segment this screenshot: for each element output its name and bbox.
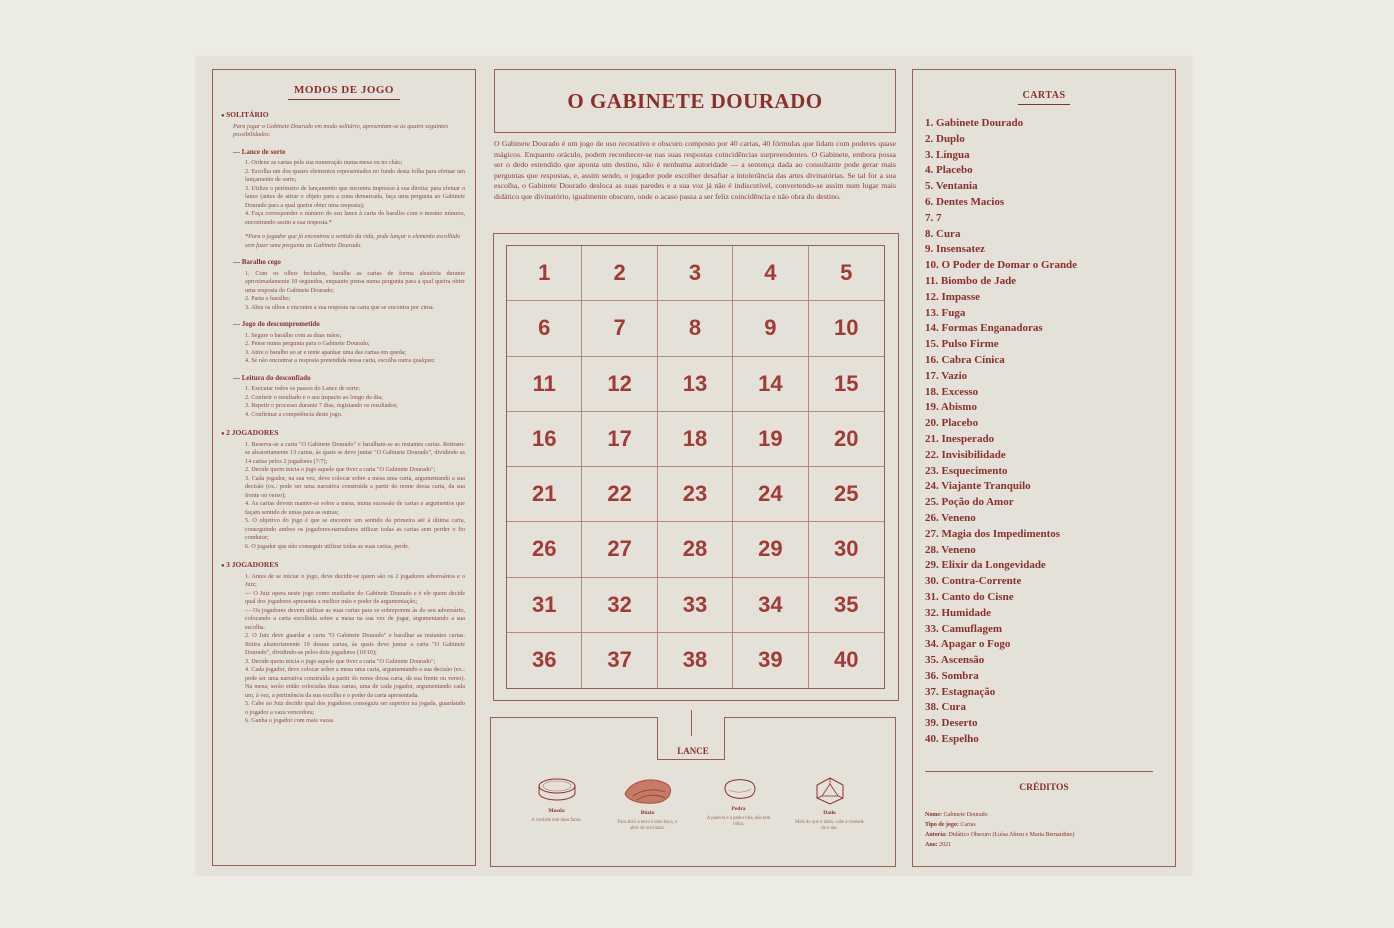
tool-coin <box>522 776 592 832</box>
leitura-step: 1. Executar todos os passos do Lance de sorte; <box>245 385 360 392</box>
lance-step: 1. Ordene as cartas pela sua numeração numa mesa ou no chão; <box>245 159 403 166</box>
card-item: 3. Língua <box>925 148 970 161</box>
grid-cell: 19 <box>733 412 808 467</box>
grid-cell: 6 <box>507 301 582 356</box>
card-item: 9. Insensatez <box>925 243 985 256</box>
card-item: 8. Cura <box>925 227 961 240</box>
grid-cell: 12 <box>582 357 657 412</box>
card-item: 18. Excesso <box>925 385 979 398</box>
card-item: 1. Gabinete Dourado <box>925 117 1024 129</box>
leitura-step: 4. Confirmar a competência deste jogo. <box>245 410 343 418</box>
mode-tres-title: ● 3 JOGADORES <box>221 561 465 571</box>
tres-step: 6. Ganha o jogador com mais vazas. <box>245 717 335 724</box>
card-item: 33. Camuflagem <box>925 622 1002 635</box>
lance-panel <box>490 717 896 867</box>
grid-cell: 5 <box>809 246 884 301</box>
card-item: 19. Abismo <box>925 401 977 414</box>
title-box <box>494 69 896 133</box>
stone-icon <box>719 776 759 802</box>
tool-dice <box>795 776 865 832</box>
lance-step: 2. Escolha um dos quatro elementos representados no fundo desta folha para efetuar um lançamento de sorte; <box>245 167 465 183</box>
card-item: 7. 7 <box>925 211 942 224</box>
tres-step: — O Juiz opera neste jogo como mediador do Gabinete Dourado e é ele quem decide qual dos jogadores apresenta a melhor mão e poder de argumentação; <box>245 589 465 605</box>
mode-solitario-title: ● SOLITÁRIO <box>221 111 465 121</box>
card-item: 34. Apagar o Fogo <box>925 638 1011 651</box>
grid-cell: 23 <box>658 467 733 522</box>
card-item: 22. Invisibilidade <box>925 448 1006 461</box>
intro-text: O Gabinete Dourado é um jogo de uso recreativo e obscuro composto por 40 cartas, 40 fórmulas que lidam com poderes quase mágicos. Enquanto oráculo, podem reconhecer-se nas suas respostas coincidências surpreendentes. O Gabinete, embora possa ser o dedo estendido que aponta um destino, não é nenhuma autoridade — a sentença dada ao consultante pode gerar mais perguntas que respostas, e, assim sendo, o jogador pode escolher desafiar a intolerância das artes divinatórias. Se tal for a sua escolha, o Gabinete Dourado desloca as suas paredes e a sua voz já não é indiscutível, convertendo-se assim num lugar mais didático que divinatório, igualmente obscuro, onde o acaso passa a ser feliz coincidência e não obra do destino. <box>494 139 896 201</box>
card-item: 4. Placebo <box>925 164 973 177</box>
shell-icon <box>621 776 675 806</box>
grid-cell: 26 <box>507 522 582 577</box>
card-item: 15. Pulso Firme <box>925 338 999 351</box>
grid-cell: 2 <box>582 246 657 301</box>
credit-line: Autoria: Didático Obscuro (Luísa Abreu e Maria Bernardino) <box>925 832 1075 838</box>
grid-cell: 25 <box>809 467 884 522</box>
card-item: 14. Formas Enganadoras <box>925 322 1043 335</box>
throw-grid-frame <box>493 233 899 701</box>
grid-cell: 37 <box>582 633 657 688</box>
mode-solitario-intro: Para jogar o Gabinete Dourado em modo solitário, apresentam-se as quatro seguintes possibilidades: <box>233 122 449 138</box>
number-grid <box>506 245 885 689</box>
dois-step: 1. Reserva-se a carta "O Gabinete Dourado" e baralham-se as restantes cartas. Retiram-se aleatoriamente 13 cartas, às quais se deve juntar "O Gabinete Dourado", dividindo as 14 cartas pelos 2 jogadores (7/7); <box>245 440 465 465</box>
grid-cell: 32 <box>582 578 657 633</box>
cards-heading: CARTAS <box>913 90 1175 101</box>
card-item: 29. Elixir da Longevidade <box>925 559 1046 572</box>
grid-cell: 3 <box>658 246 733 301</box>
dois-step: 3. Cada jogador, na sua vez, deve colocar sobre a mesa uma carta, argumentando a sua decisão (ex.: pode ser uma narrativa construída a partir do nome dessa carta, da sua frente ou verso); <box>245 474 465 499</box>
lance-title: LANCE <box>677 746 709 756</box>
card-item: 20. Placebo <box>925 417 979 430</box>
card-item: 10. O Poder de Domar o Grande <box>925 259 1078 272</box>
card-item: 17. Vazio <box>925 369 968 382</box>
grid-cell: 20 <box>809 412 884 467</box>
lance-sorte-title: — Lance de sorte <box>233 147 286 156</box>
tres-step: 5. Cabe ao Juiz decidir qual dos jogadores conseguiu ser superior na jogada, guardando o jogador a vaza vencedora; <box>245 700 465 716</box>
grid-cell: 22 <box>582 467 657 522</box>
leitura-desconfiado-title: — Leitura do desconfiado <box>233 373 311 382</box>
dice-icon <box>814 776 846 806</box>
baralho-step: 1. Com os olhos fechados, baralhe as cartas de forma aleatória durante aproximadamente 10 segundos, enquanto pensa numa pergunta para a qual queira obter uma resposta do Gabinete Dourado; <box>245 269 465 294</box>
dois-step: 4. As cartas devem manter-se sobre a mesa, numa sucessão de cartas e argumentos que façam sentido de umas para as outras; <box>245 500 465 516</box>
grid-cell: 7 <box>582 301 657 356</box>
tool-desc: Mais do que o dado, cabe a vontade de o dar. <box>795 820 864 831</box>
card-item: 31. Canto do Cisne <box>925 590 1014 603</box>
grid-cell: 31 <box>507 578 582 633</box>
grid-cell: 36 <box>507 633 582 688</box>
jogo-step: 2. Pense numa pergunta para o Gabinete Dourado; <box>245 340 370 347</box>
card-item: 40. Espelho <box>925 733 979 746</box>
lance-note: *Para o jogador que já encontrou o sentido da vida, pode lançar o elemento escolhido sem fazer uma pergunta ao Gabinete Dourado. <box>245 233 461 249</box>
leitura-step: 3. Repetir o processo durante 7 dias, registando os resultados; <box>245 402 398 409</box>
card-item: 24. Viajante Tranquilo <box>925 480 1031 493</box>
leitura-step: 2. Conferir o resultado e o seu impacto ao longo do dia; <box>245 393 383 401</box>
grid-cell: 11 <box>507 357 582 412</box>
tres-step: 1. Antes de se iniciar o jogo, deve decidir-se quem são os 2 jogadores adversários e o Juiz; <box>245 572 465 588</box>
jogo-step: 3. Atire o baralho ao ar e tente apanhar uma das cartas em queda; <box>245 348 407 356</box>
lance-arrow-line <box>691 710 692 736</box>
grid-cell: 27 <box>582 522 657 577</box>
tool-desc: A palavra é a pedra rola, não tem rolha. <box>706 816 771 827</box>
card-item: 16. Cabra Cínica <box>925 353 1005 366</box>
credits-divider <box>925 771 1153 772</box>
lance-step: 4. Faça corresponder o número do seu lance à carta do baralho com o mesmo número, encontrando assim a sua resposta.* <box>245 210 465 226</box>
card-item: 12. Impasse <box>925 290 981 303</box>
grid-cell: 8 <box>658 301 733 356</box>
credits-heading: CRÉDITOS <box>1019 783 1069 793</box>
grid-cell: 40 <box>834 647 859 673</box>
lance-step: 3. Utilize o perímetro de lançamento que encontra impresso à sua direita; para efetuar o lance (antes de atirar o objeto para a zona demarcada, faça uma pergunta ao Gabinete Dourado para a qual queira obter uma resposta); <box>245 184 465 209</box>
page-title: O GABINETE DOURADO <box>567 89 823 113</box>
grid-cell: 16 <box>507 412 582 467</box>
card-item: 30. Contra-Corrente <box>925 575 1022 588</box>
grid-cell: 29 <box>733 522 808 577</box>
card-item: 26. Veneno <box>925 511 976 524</box>
mode-dois-title: ● 2 JOGADORES <box>221 429 465 439</box>
card-item: 23. Esquecimento <box>925 464 1008 477</box>
card-item: 2. Duplo <box>925 132 965 145</box>
tool-desc: A verdade tem duas faces. <box>531 818 582 823</box>
grid-cell: 35 <box>809 578 884 633</box>
jogo-step: 4. Se não encontrar a resposta pretendida nessa carta, escolha outra qualquer. <box>245 357 436 364</box>
credits-body <box>925 810 1165 850</box>
dois-step: 2. Decide quem inicia o jogo aquele que tiver a carta "O Gabinete Dourado"; <box>245 466 436 473</box>
jogo-step: 1. Segure o baralho com as duas mãos; <box>245 331 342 339</box>
tool-desc: Para abrir a terra é uma boca, o abrir de um búzio. <box>617 820 678 831</box>
grid-cell: 15 <box>809 357 884 412</box>
game-sheet <box>196 57 1192 875</box>
grid-cell: 14 <box>733 357 808 412</box>
baralho-step: 3. Abra os olhos e encontre a sua resposta na carta que se encontra por cima. <box>245 303 435 311</box>
grid-cell: 30 <box>809 522 884 577</box>
card-item: 5. Ventania <box>925 180 978 193</box>
modes-panel <box>212 69 476 866</box>
grid-cell: 10 <box>809 301 884 356</box>
modes-content <box>221 106 465 726</box>
tres-step: — Os jogadores devem utilizar as suas cartas para se sobreporem às do seu adversário, colocando a carta escolhida sobre a mesa na sua vez de jogar, argumentando a sua escolha. <box>245 606 465 631</box>
dois-step: 6. O jogador que não conseguir utilizar todas as suas cartas, perde. <box>245 542 410 550</box>
tres-step: 3. Decide quem inicia o jogo aquele que tiver a carta "O Gabinete Dourado"; <box>245 657 436 665</box>
jogo-descomprometido-title: — Jogo do descomprometido <box>233 320 320 328</box>
tool-name: Dado <box>823 810 836 816</box>
dois-step: 5. O objetivo do jogo é que se encontre um sentido da primeira até à última carta, conseguindo ambos os jogadores-narradores utilizar todas as cartas sem perder o fio condutor; <box>245 517 465 541</box>
grid-cell: 21 <box>507 467 582 522</box>
tres-step: 2. O Juiz deve guardar a carta "O Gabinete Dourado" e baralhar as restantes cartas. Retira aleatoriamente 19 dessas cartas, às quais deve juntar a carta "O Gabinete Dourado", dividindo-as pelos dois jogadores (10/10); <box>245 632 465 656</box>
baralho-cego-title: — Baralho cego <box>233 258 281 266</box>
grid-cell: 1 <box>507 246 582 301</box>
tool-stone <box>704 776 774 832</box>
card-item: 28. Veneno <box>925 543 976 556</box>
grid-cell: 18 <box>658 412 733 467</box>
tres-step: 4. Cada jogador, deve colocar sobre a mesa uma carta, argumentando a sua decisão (ex.: pode ser uma narrativa construída a partir do nome dessa carta, da sua frente ou verso). Na mesa, serão então colocadas duas cartas, uma de cada jogador, argumentando cada um, à vez, a pertinência da sua escolha e o poder da carta apresentada. <box>245 666 465 699</box>
grid-cell: 34 <box>733 578 808 633</box>
tool-name: Pedra <box>731 806 746 812</box>
card-item: 32. Humidade <box>925 606 992 619</box>
tool-name: Búzio <box>640 810 655 816</box>
grid-cell: 17 <box>582 412 657 467</box>
card-item: 25. Poção do Amor <box>925 496 1014 509</box>
baralho-step: 2. Parta o baralho; <box>245 295 291 302</box>
card-item: 27. Magia dos Impedimentos <box>925 527 1061 540</box>
credit-line: Tipo de jogo: Cartas <box>925 822 976 828</box>
grid-cell: 28 <box>658 522 733 577</box>
card-item: 35. Ascensão <box>925 654 985 667</box>
cards-list <box>925 116 1165 748</box>
grid-cell: 9 <box>733 301 808 356</box>
card-item: 38. Cura <box>925 701 966 714</box>
card-item: 11. Biombo de Jade <box>925 274 1017 287</box>
card-item: 13. Fuga <box>925 306 966 319</box>
credit-line: Ano: 2021 <box>925 842 952 848</box>
card-item: 39. Deserto <box>925 717 978 730</box>
lance-tools <box>511 776 875 832</box>
modes-heading: MODOS DE JOGO <box>213 84 475 96</box>
tool-name: Moeda <box>548 808 565 814</box>
card-item: 37. Estagnação <box>925 685 996 698</box>
card-item: 36. Sombra <box>925 669 979 682</box>
credit-line: Nome: Gabinete Dourado <box>925 812 988 818</box>
grid-cell: 39 <box>733 633 808 688</box>
tool-shell <box>613 776 683 832</box>
coin-icon <box>536 776 578 804</box>
cards-panel <box>912 69 1176 867</box>
card-item: 6. Dentes Macios <box>925 195 1005 208</box>
grid-cell: 4 <box>733 246 808 301</box>
grid-cell: 24 <box>733 467 808 522</box>
card-item: 21. Inesperado <box>925 432 995 445</box>
grid-cell: 38 <box>658 633 733 688</box>
grid-cell: 13 <box>658 357 733 412</box>
grid-cell: 33 <box>658 578 733 633</box>
